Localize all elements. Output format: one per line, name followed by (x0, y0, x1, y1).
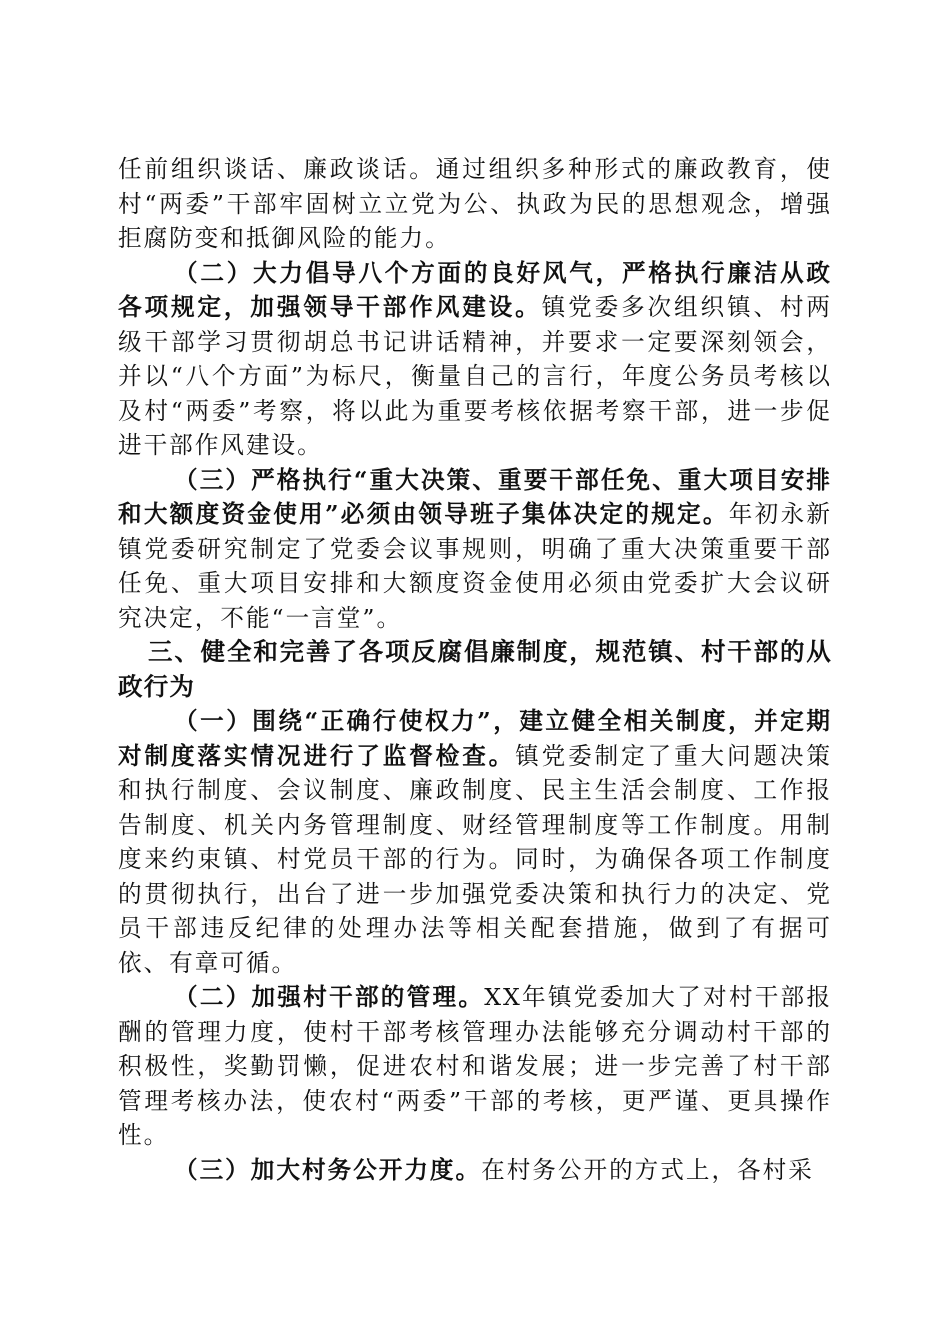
paragraph-lead: （三）加大村务公开力度。 (174, 1155, 482, 1184)
paragraph-body: 年初永新镇党委研究制定了党委会议事规则，明确了重大决策重要干部任免、重大项目安排和大额度资金使用必须由党委扩大会议研究决定，不能“一言堂”。 (118, 500, 832, 632)
paragraph-body: 任前组织谈话、廉政谈话。通过组织多种形式的廉政教育，使村“两委”干部牢固树立立党为公、执政为民的思想观念，增强拒腐防变和抵御风险的能力。 (118, 155, 832, 252)
paragraph-lead: （一）围绕“正确行使权力”，建立健全相关制度，并定期对制度落实情况进行了监督检查。 (118, 707, 832, 770)
paragraph-lead: （三）严格执行“重大决策、重要干部任免、重大项目安排和大额度资金使用”必须由领导班子集体决定的规定。 (118, 465, 832, 528)
paragraph-one-power (118, 704, 832, 980)
paragraph-body: 在村务公开的方式上，各村采 (481, 1155, 814, 1184)
paragraph-lead: （二）大力倡导八个方面的良好风气，严格执行廉洁从政各项规定，加强领导干部作风建设。 (118, 258, 832, 321)
section-heading: 三、健全和完善了各项反腐倡廉制度，规范镇、村干部的从政行为 (118, 637, 832, 701)
paragraph-three-openness (118, 1153, 832, 1188)
paragraph-two-style (118, 256, 832, 463)
paragraph-body: 镇党委多次组织镇、村两级干部学习贯彻胡总书记讲话精神，并要求一定要深刻领会，并以“八个方面”为标尺，衡量自己的言行，年度公务员考核以及村“两委”考察，将以此为重要考核依据考察干部，进一步促进干部作风建设。 (118, 293, 833, 459)
paragraph-body: XX年镇党委加大了对村干部报酬的管理力度，使村干部考核管理办法能够充分调动村干部的积极性，奖勤罚懒，促进农村和谐发展；进一步完善了村干部管理考核办法，使农村“两委”干部的考核，更严谨、更具操作性。 (118, 983, 832, 1149)
paragraph-lead: （二）加强村干部的管理。 (174, 983, 485, 1011)
document-page (118, 152, 832, 1187)
paragraph-body: 镇党委制定了重大问题决策和执行制度、会议制度、廉政制度、民主生活会制度、工作报告制度、机关内务管理制度、财经管理制度等工作制度。用制度来约束镇、村党员干部的行为。同时，为确保各项工作制度的贯彻执行，出台了进一步加强党委决策和执行力的决定、党员干部违反纪律的处理办法等相关配套措施，做到了有据可依、有章可循。 (118, 741, 832, 977)
paragraph-three-decision (118, 463, 832, 636)
paragraph-two-management (118, 980, 832, 1153)
paragraph-continuation (118, 152, 832, 256)
